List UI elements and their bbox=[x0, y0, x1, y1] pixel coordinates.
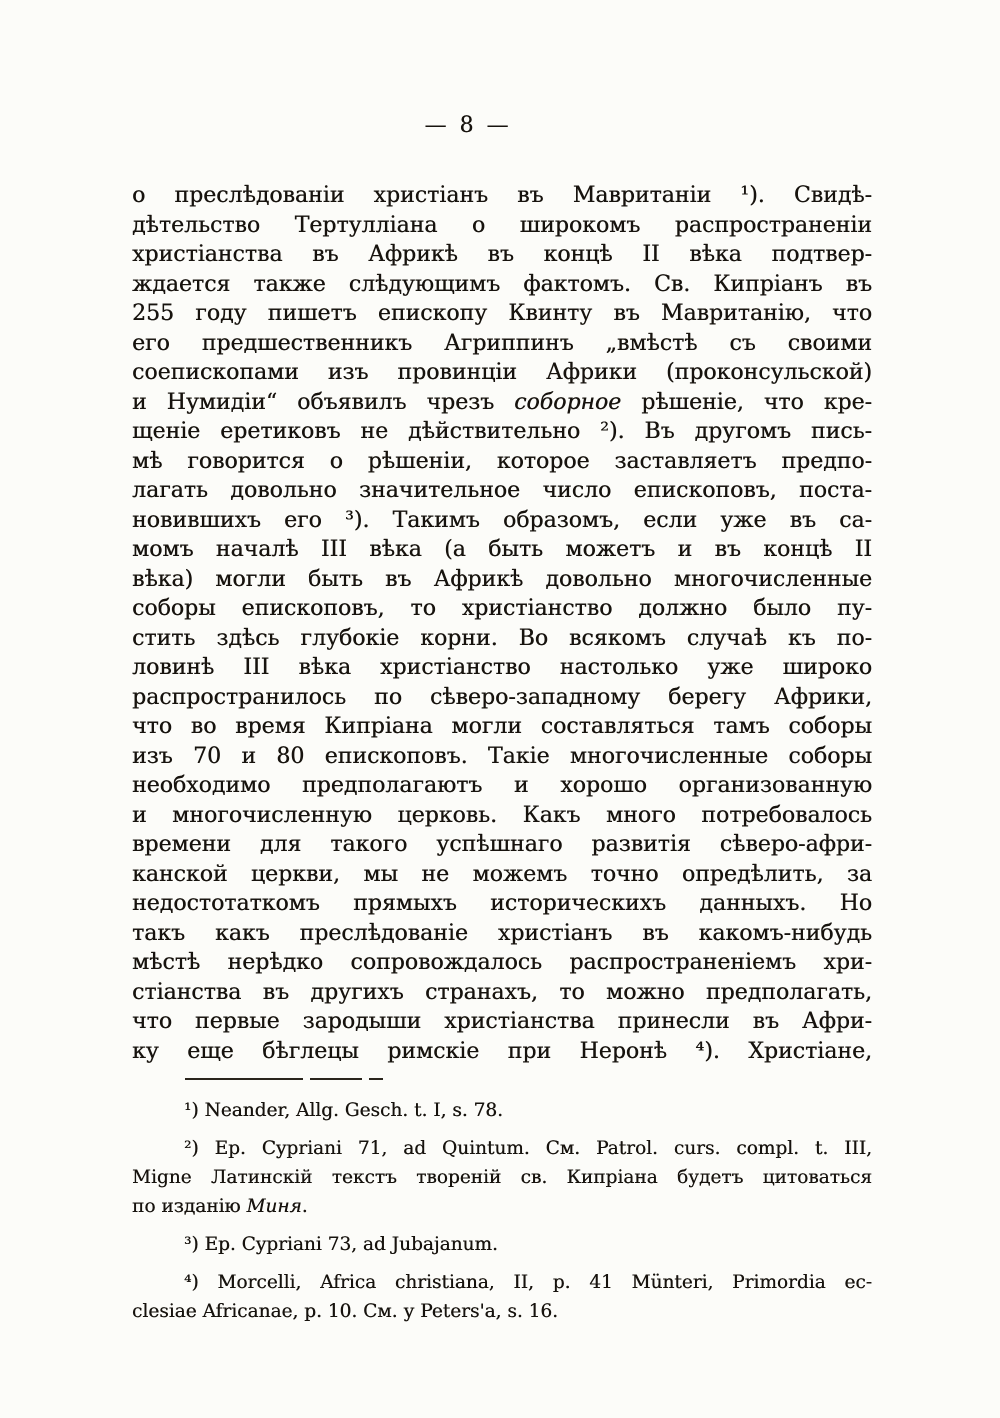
text-line: такъ какъ преслѣдованіе христіанъ въ какомъ-нибудь bbox=[132, 920, 872, 946]
text-line: 255 году пишетъ епископу Квинту въ Мавританію, что bbox=[132, 301, 872, 326]
footnotes bbox=[132, 1096, 872, 1335]
text-line: недостотаткомъ прямыхъ историческихъ данныхъ. Но bbox=[132, 891, 872, 916]
main-text bbox=[132, 181, 872, 1066]
footnote-line: по изданію Миня. bbox=[132, 1196, 308, 1217]
text-line: стіанства въ другихъ странахъ, то можно предполагать, bbox=[132, 979, 872, 1005]
page-number: — 8 — bbox=[424, 113, 512, 138]
footnote-line: ¹) Neander, Allg. Gesch. t. I, s. 78. bbox=[184, 1100, 503, 1121]
text-line: дѣтельство Тертулліана о широкомъ распространеніи bbox=[132, 212, 872, 238]
text-line: момъ началѣ III вѣка (а быть можетъ и въ концѣ II bbox=[132, 537, 872, 562]
text-line: ловинѣ III вѣка христіанство настолько уже широко bbox=[132, 655, 872, 680]
text-line: его предшественникъ Агриппинъ „вмѣстѣ съ своими bbox=[132, 330, 872, 356]
text-line: новившихъ его ³). Такимъ образомъ, если уже въ са- bbox=[132, 507, 872, 533]
rule-segment bbox=[369, 1078, 383, 1080]
text-line: мѣ говорится о рѣшеніи, которое заставляетъ предпо- bbox=[132, 448, 872, 474]
text-line: что первые зародыши христіанства принесли въ Афри- bbox=[132, 1009, 872, 1034]
text-line: вѣка) могли быть въ Африкѣ довольно многочисленные bbox=[132, 566, 872, 592]
footnote bbox=[132, 1268, 872, 1326]
footnote-line: clesiae Africanae, p. 10. См. у Peters'a, s. 16. bbox=[132, 1301, 558, 1322]
text-line: соепископами изъ провинціи Африки (проконсульской) bbox=[132, 360, 872, 385]
text-line: и многочисленную церковь. Какъ много потребовалось bbox=[132, 802, 872, 828]
text-line: ждается также слѣдующимъ фактомъ. Св. Кипріанъ въ bbox=[132, 271, 872, 297]
text-line: канской церкви, мы не можемъ точно опредѣлить, за bbox=[132, 861, 872, 887]
text-line: стить здѣсь глубокіе корни. Во всякомъ случаѣ къ по- bbox=[132, 625, 872, 651]
text-line: ку еще бѣглецы римскіе при Неронѣ ⁴). Христіане, bbox=[132, 1038, 872, 1064]
footnote bbox=[132, 1096, 872, 1125]
text-line: что во время Кипріана могли составляться тамъ соборы bbox=[132, 714, 872, 739]
text-line: лагать довольно значительное число епископовъ, поста- bbox=[132, 478, 872, 503]
text-line: времени для такого успѣшнаго развитія сѣверо-афри- bbox=[132, 832, 872, 857]
text-line: необходимо предполагаютъ и хорошо организованную bbox=[132, 773, 872, 798]
text-line: щеніе еретиковъ не дѣйствительно ²). Въ другомъ пись- bbox=[132, 419, 872, 444]
text-line: изъ 70 и 80 епископовъ. Такіе многочисленные соборы bbox=[132, 743, 872, 769]
footnote-line: ²) Ep. Cypriani 71, ad Quintum. См. Patrol. curs. compl. t. III, bbox=[184, 1138, 872, 1159]
text-line: христіанства въ Африкѣ въ концѣ II вѣка подтвер- bbox=[132, 242, 872, 267]
footnote-line: ⁴) Morcelli, Africa christiana, II, p. 41 Münteri, Primordia ec- bbox=[184, 1272, 872, 1293]
page-header bbox=[0, 113, 936, 138]
text-line: распространилось по сѣверо-западному берегу Африки, bbox=[132, 684, 872, 710]
footnote-line: Migne Латинскій текстъ твореній св. Кипріана будетъ цитоваться bbox=[132, 1167, 872, 1188]
rule-segment bbox=[185, 1078, 303, 1080]
footnote-line: ³) Ep. Cypriani 73, ad Jubajanum. bbox=[184, 1234, 498, 1255]
text-line: и Нумидіи“ объявилъ чрезъ соборное рѣшеніе, что кре- bbox=[132, 389, 872, 415]
footnote bbox=[132, 1230, 872, 1259]
rule-segment bbox=[310, 1078, 362, 1080]
footnote-separator bbox=[185, 1078, 485, 1080]
footnote bbox=[132, 1134, 872, 1221]
text-line: мѣстѣ нерѣдко сопровождалось распространеніемъ хри- bbox=[132, 950, 872, 975]
text-line: о преслѣдованіи христіанъ въ Мавританіи ¹). Свидѣ- bbox=[132, 183, 872, 208]
text-line: соборы епископовъ, то христіанство должно было пу- bbox=[132, 596, 872, 621]
